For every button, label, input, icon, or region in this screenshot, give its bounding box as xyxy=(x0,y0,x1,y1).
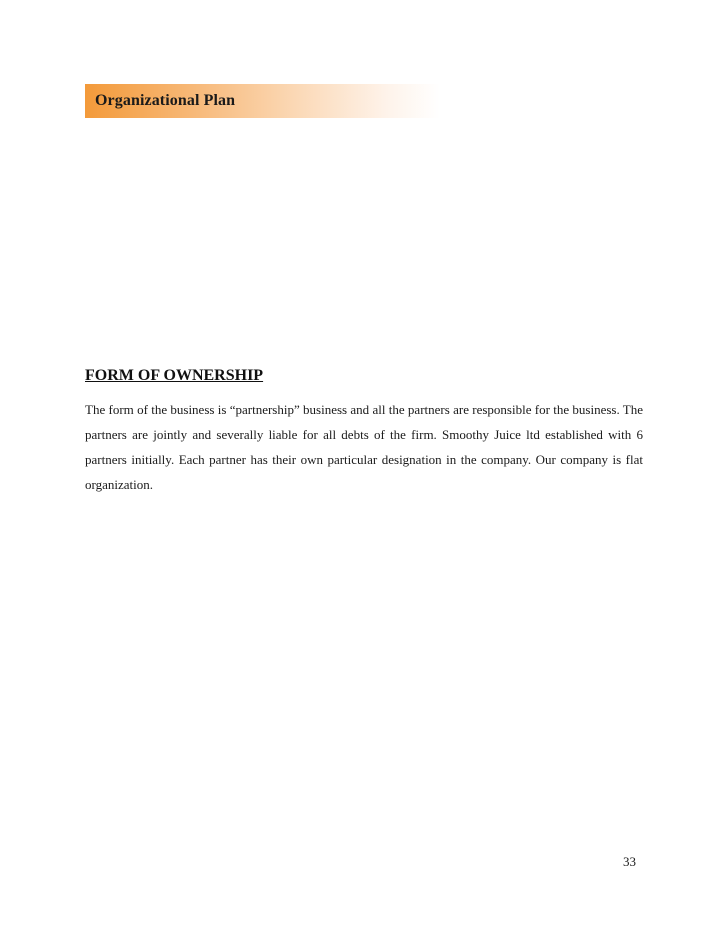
body-paragraph: The form of the business is “partnership” business and all the partners are responsible for the business. The partners are jointly and severally liable for all debts of the firm. Smoothy Juice ltd established with 6 partners initially. Each partner has their own particular designation in the company. Our company is flat organization. xyxy=(85,402,643,492)
page-number: 33 xyxy=(623,854,636,869)
banner-title: Organizational Plan xyxy=(95,92,236,109)
section-banner xyxy=(85,84,440,118)
section-heading: FORM OF OWNERSHIP xyxy=(85,367,264,384)
